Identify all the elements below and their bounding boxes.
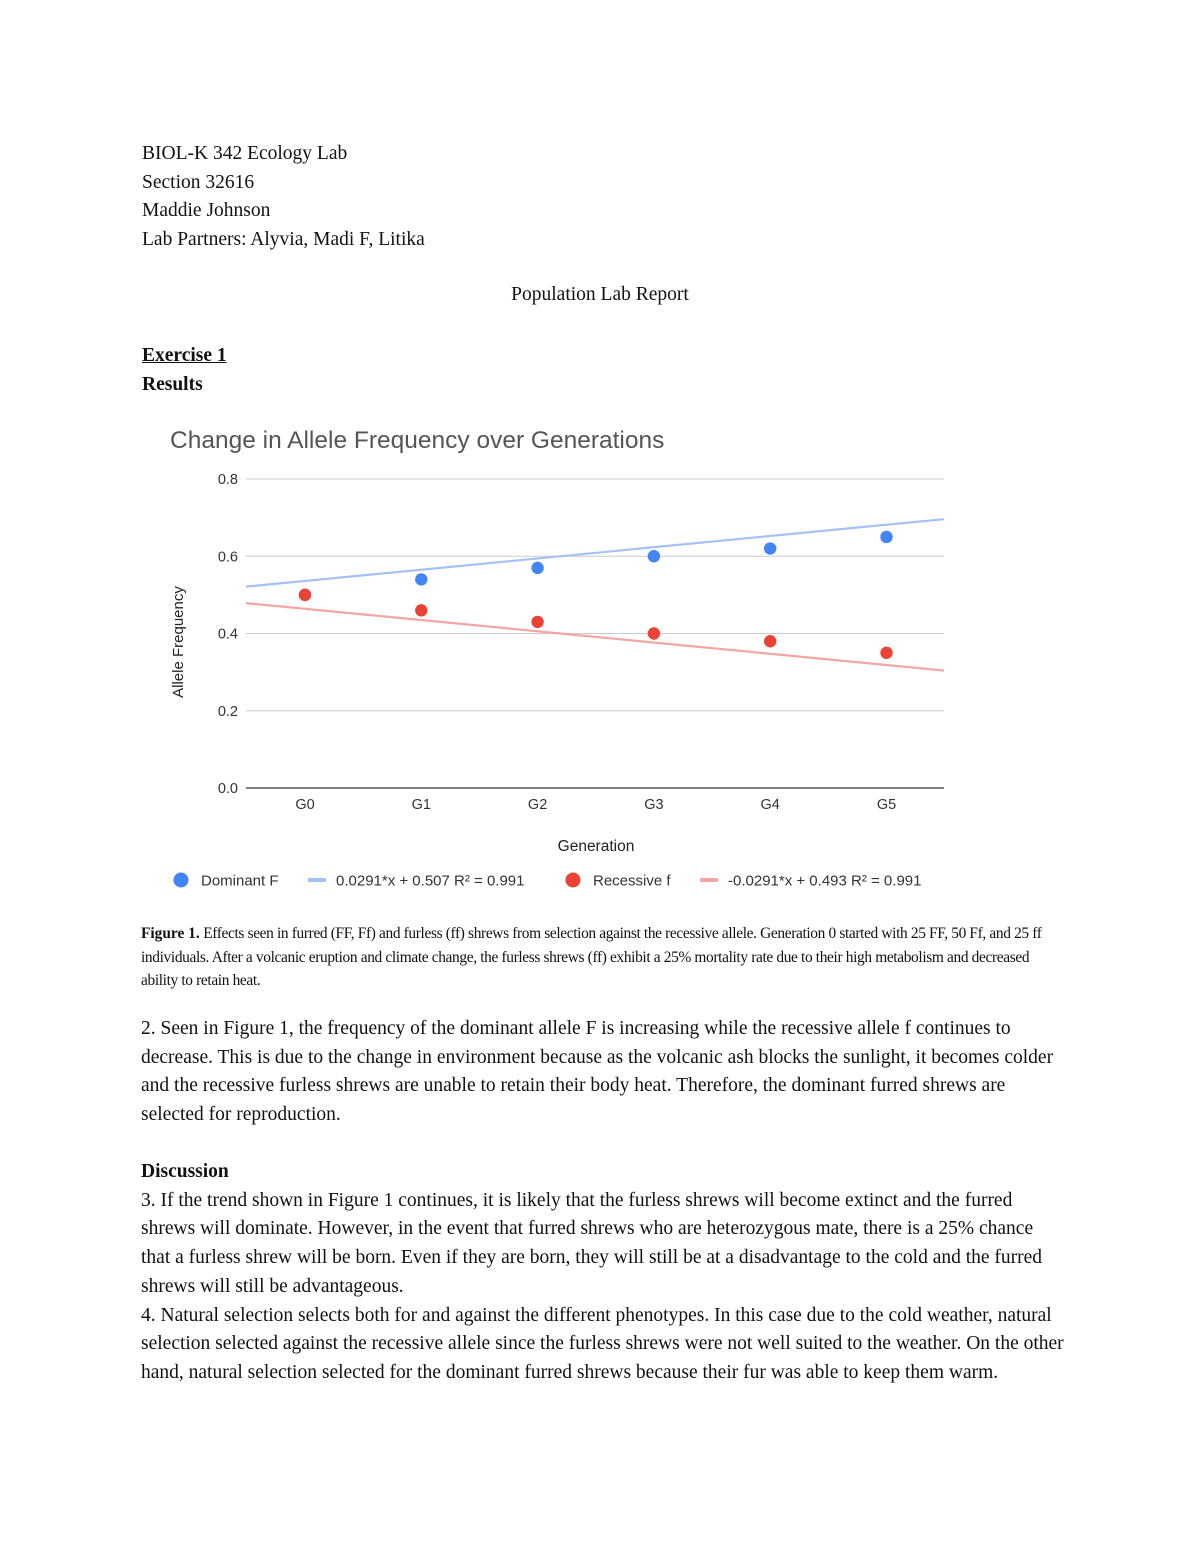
- legend-marker: [566, 873, 581, 888]
- data-point: [880, 647, 892, 659]
- discussion-paragraph-4: 4. Natural selection selects both for and against the different phenotypes. In this case due to the cold weather, natural selection selected against the recessive allele since the furless shrews were not well suited to the weather. On the other hand, natural selection selected for the dominant furred shrews because their fur was able to keep them warm.: [141, 1304, 1064, 1383]
- data-point: [648, 627, 660, 639]
- y-tick-label: 0.6: [217, 549, 238, 566]
- y-axis-label: Allele Frequency: [170, 586, 187, 698]
- chart-title: Change in Allele Frequency over Generations: [170, 427, 665, 454]
- x-tick-label: G5: [876, 797, 897, 813]
- data-point: [415, 604, 427, 616]
- discussion-paragraph-3: 3. If the trend shown in Figure 1 continues, it is likely that the furless shrews will become extinct and the furred shrews will dominate. However, in the event that furred shrews who are heterozygous mate, there is a 25% chance that a furless shrew will be born. Even if they are born, they will still be at a disadvantage to the cold and the furred shrews will still be advantageous.: [141, 1189, 1043, 1297]
- x-tick-label: G0: [295, 797, 315, 813]
- y-tick-label: 0.2: [217, 703, 238, 720]
- legend-label: Recessive f: [593, 872, 671, 890]
- y-tick-label: 0.0: [217, 781, 238, 797]
- y-axis-ticks: [218, 472, 238, 797]
- x-tick-label: G4: [760, 797, 780, 813]
- data-point: [764, 635, 776, 647]
- data-point: [415, 573, 427, 585]
- x-axis-label: Generation: [557, 838, 635, 855]
- figure-caption-text: Effects seen in furred (FF, Ff) and furless (ff) shrews from selection against the recessive allele. Generation 0 started with 25 FF, 50 Ff, and 25 ff individuals. After a volcanic eruption and climate change, the furless shrews (ff) exhibit a 25% mortality rate due to their high metabolism and decreased ability to retain heat.: [141, 925, 1042, 989]
- data-points: [299, 531, 893, 659]
- x-tick-label: G3: [644, 797, 664, 813]
- chart-legend: [174, 873, 922, 890]
- x-tick-label: G1: [411, 797, 431, 813]
- discussion-section: [141, 1158, 1066, 1388]
- author-name: Maddie Johnson: [142, 200, 271, 222]
- y-tick-label: 0.4: [217, 626, 238, 643]
- results-paragraph: 2. Seen in Figure 1, the frequency of the dominant allele F is increasing while the recessive allele f continues to decrease. This is due to the change in environment because as the volcanic ash blocks the sunlight, it becomes colder and the recessive furless shrews are unable to retain their body heat. Therefore, the dominant furred shrews are selected for reproduction.: [141, 1018, 1054, 1126]
- legend-label: Dominant F: [201, 872, 279, 890]
- legend-marker: [174, 873, 189, 888]
- course-name: BIOL-K 342 Ecology Lab: [142, 143, 348, 164]
- lab-partners: Lab Partners: Alyvia, Madi F, Litika: [142, 229, 425, 251]
- x-axis-ticks: [295, 797, 896, 813]
- discussion-heading: Discussion: [141, 1161, 229, 1182]
- y-tick-label: 0.8: [217, 472, 238, 488]
- report-title: Population Lab Report: [511, 284, 689, 305]
- figure-caption: [141, 922, 1061, 993]
- trendline: [246, 603, 944, 670]
- trendlines: [246, 519, 944, 670]
- section-number: Section 32616: [142, 171, 255, 193]
- figure-label: Figure 1.: [141, 925, 200, 942]
- results-heading: Results: [142, 373, 203, 395]
- x-tick-label: G2: [527, 797, 548, 813]
- data-point: [648, 550, 660, 562]
- trendline: [246, 519, 944, 586]
- exercise-heading: Exercise 1: [142, 345, 227, 366]
- chart-gridlines: [246, 479, 944, 788]
- data-point: [764, 542, 776, 554]
- data-point: [299, 589, 311, 601]
- data-point: [880, 531, 892, 543]
- data-point: [531, 562, 543, 574]
- data-point: [531, 616, 543, 628]
- legend-label: -0.0291*x + 0.493 R² = 0.991: [728, 872, 922, 890]
- legend-label: 0.0291*x + 0.507 R² = 0.991: [336, 872, 525, 890]
